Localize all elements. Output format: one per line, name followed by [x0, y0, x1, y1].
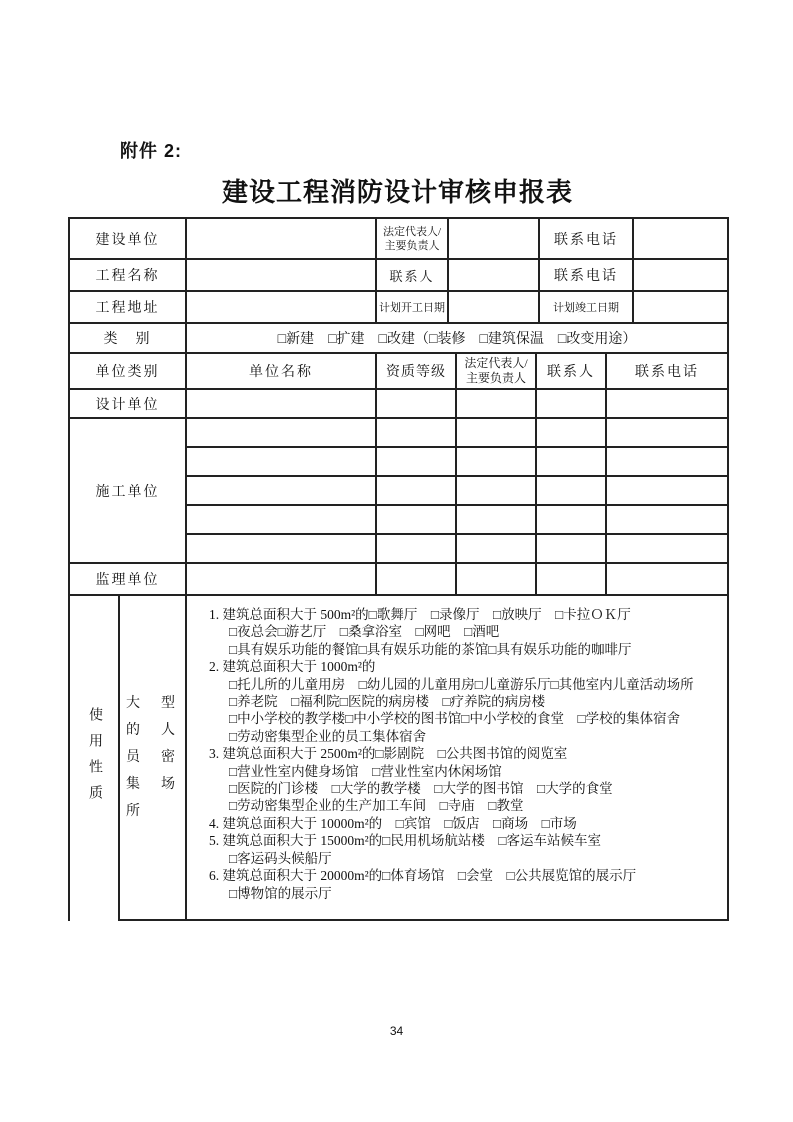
construction-unit-phone-cell	[607, 535, 729, 564]
supervision-unit-label: 监理单位	[70, 564, 187, 596]
construction-unit-legal-rep-cell	[457, 419, 537, 448]
construction-unit-phone-cell	[607, 477, 729, 506]
supervision-unit-qualification-cell	[377, 564, 457, 596]
usage-line: □医院的门诊楼 □大学的教学楼 □大学的图书馆 □大学的食堂	[229, 781, 613, 797]
planned-completion-date-label: 计划竣工日期	[540, 292, 634, 324]
construction-org-value-cell	[187, 219, 377, 260]
construction-org-label: 建设单位	[70, 219, 187, 260]
usage-line: □夜总会□游艺厅 □桑拿浴室 □网吧 □酒吧	[229, 624, 500, 640]
design-unit-label: 设计单位	[70, 390, 187, 419]
construction-unit-contact-cell	[537, 477, 607, 506]
usage-line: 6. 建筑总面积大于 20000m²的□体育场馆 □会堂 □公共展览馆的展示厅	[209, 868, 637, 884]
construction-unit-phone-cell	[607, 448, 729, 477]
design-unit-phone-cell	[607, 390, 729, 419]
project-address-value-cell	[187, 292, 377, 324]
usage-nature-section	[70, 596, 729, 921]
construction-unit-row-5	[187, 535, 729, 564]
category-options: □新建 □扩建 □改建（□装修 □建筑保温 □改变用途）	[187, 324, 729, 354]
usage-line: 2. 建筑总面积大于 1000m²的	[209, 659, 376, 675]
planned-start-date-label: 计划开工日期	[377, 292, 449, 324]
application-form-table	[68, 217, 729, 921]
contact-phone-value-cell-2	[634, 260, 729, 292]
usage-line: □养老院 □福利院□医院的病房楼 □疗养院的病房楼	[229, 694, 546, 710]
contact-phone-value-cell-1	[634, 219, 729, 260]
row-category	[70, 324, 729, 354]
usage-nature-label: 使用性质	[87, 706, 102, 811]
construction-unit-contact-cell	[537, 419, 607, 448]
contact-phone-header: 联系电话	[607, 354, 729, 390]
contact-person-value-cell	[449, 260, 540, 292]
attachment-label: 附件 2:	[120, 141, 183, 161]
construction-unit-row-2	[187, 448, 729, 477]
planned-start-date-value-cell	[449, 292, 540, 324]
contact-phone-label-2: 联系电话	[540, 260, 634, 292]
supervision-unit-contact-cell	[537, 564, 607, 596]
construction-unit-row-4	[187, 506, 729, 535]
row-construction-org	[70, 219, 729, 260]
construction-unit-qualification-cell	[377, 419, 457, 448]
construction-unit-name-cell	[187, 535, 377, 564]
unit-grid	[187, 390, 729, 596]
construction-unit-name-cell	[187, 477, 377, 506]
construction-unit-label: 施工单位	[70, 419, 187, 564]
legal-representative-label: 法定代表人/主要负责人	[377, 219, 449, 260]
unit-type-header: 单位类别	[70, 354, 187, 390]
construction-unit-phone-cell	[607, 419, 729, 448]
supervision-unit-phone-cell	[607, 564, 729, 596]
usage-line: □具有娱乐功能的餐馆□具有娱乐功能的茶馆□具有娱乐功能的咖啡厅	[229, 641, 632, 657]
usage-options-cell	[187, 596, 729, 921]
usage-line: □托儿所的儿童用房 □幼儿园的儿童用房□儿童游乐厅□其他室内儿童活动场所	[229, 676, 694, 692]
qualification-level-header: 资质等级	[377, 354, 457, 390]
row-project-name	[70, 260, 729, 292]
usage-nature-label-cell	[70, 596, 120, 921]
usage-line: 4. 建筑总面积大于 10000m²的 □宾馆 □饭店 □商场 □市场	[209, 815, 577, 831]
contact-person-label: 联系人	[377, 260, 449, 292]
legal-representative-value-cell	[449, 219, 540, 260]
form-title: 建设工程消防设计审核申报表	[221, 177, 573, 207]
unit-labels-column	[70, 390, 187, 596]
construction-unit-legal-rep-cell	[457, 506, 537, 535]
project-name-label: 工程名称	[70, 260, 187, 292]
construction-unit-phone-cell	[607, 506, 729, 535]
project-name-value-cell	[187, 260, 377, 292]
design-unit-qualification-cell	[377, 390, 457, 419]
construction-unit-name-cell	[187, 448, 377, 477]
construction-unit-qualification-cell	[377, 448, 457, 477]
construction-unit-row-3	[187, 477, 729, 506]
construction-unit-qualification-cell	[377, 477, 457, 506]
page-number: 34	[389, 1024, 404, 1038]
construction-unit-legal-rep-cell	[457, 535, 537, 564]
design-unit-legal-rep-cell	[457, 390, 537, 419]
usage-line: □客运码头候船厅	[229, 850, 332, 866]
unit-name-header: 单位名称	[187, 354, 377, 390]
construction-unit-legal-rep-cell	[457, 448, 537, 477]
contact-phone-label-1: 联系电话	[540, 219, 634, 260]
row-project-address	[70, 292, 729, 324]
construction-unit-qualification-cell	[377, 506, 457, 535]
legal-representative-header: 法定代表人/主要负责人	[457, 354, 537, 390]
supervision-unit-row	[187, 564, 729, 596]
usage-line: □劳动密集型企业的生产加工车间 □寺庙 □教堂	[229, 798, 524, 814]
usage-line: 3. 建筑总面积大于 2500m²的□影剧院 □公共图书馆的阅览室	[209, 746, 568, 762]
contact-person-header: 联系人	[537, 354, 607, 390]
construction-unit-contact-cell	[537, 448, 607, 477]
unit-rows	[70, 390, 729, 596]
crowded-places-label: 大型的人员密集场所	[120, 596, 187, 921]
design-unit-row	[187, 390, 729, 419]
design-unit-name-cell	[187, 390, 377, 419]
construction-unit-contact-cell	[537, 535, 607, 564]
usage-line: □中小学校的教学楼□中小学校的图书馆□中小学校的食堂 □学校的集体宿舍	[229, 711, 681, 727]
project-address-label: 工程地址	[70, 292, 187, 324]
supervision-unit-name-cell	[187, 564, 377, 596]
usage-line: 5. 建筑总面积大于 15000m²的□民用机场航站楼 □客运车站候车室	[209, 833, 601, 849]
design-unit-contact-cell	[537, 390, 607, 419]
usage-line: □博物馆的展示厅	[229, 885, 332, 901]
construction-unit-name-cell	[187, 506, 377, 535]
usage-line: □营业性室内健身场馆 □营业性室内休闲场馆	[229, 763, 502, 779]
planned-completion-date-value-cell	[634, 292, 729, 324]
construction-unit-row-1	[187, 419, 729, 448]
supervision-unit-legal-rep-cell	[457, 564, 537, 596]
construction-unit-contact-cell	[537, 506, 607, 535]
usage-line: 1. 建筑总面积大于 500m²的□歌舞厅 □录像厅 □放映厅 □卡拉ＯＫ厅	[209, 607, 631, 622]
construction-unit-legal-rep-cell	[457, 477, 537, 506]
construction-unit-name-cell	[187, 419, 377, 448]
construction-unit-qualification-cell	[377, 535, 457, 564]
row-unit-headers	[70, 354, 729, 390]
usage-line: □劳动密集型企业的员工集体宿舍	[229, 728, 427, 744]
category-label: 类 别	[70, 324, 187, 354]
